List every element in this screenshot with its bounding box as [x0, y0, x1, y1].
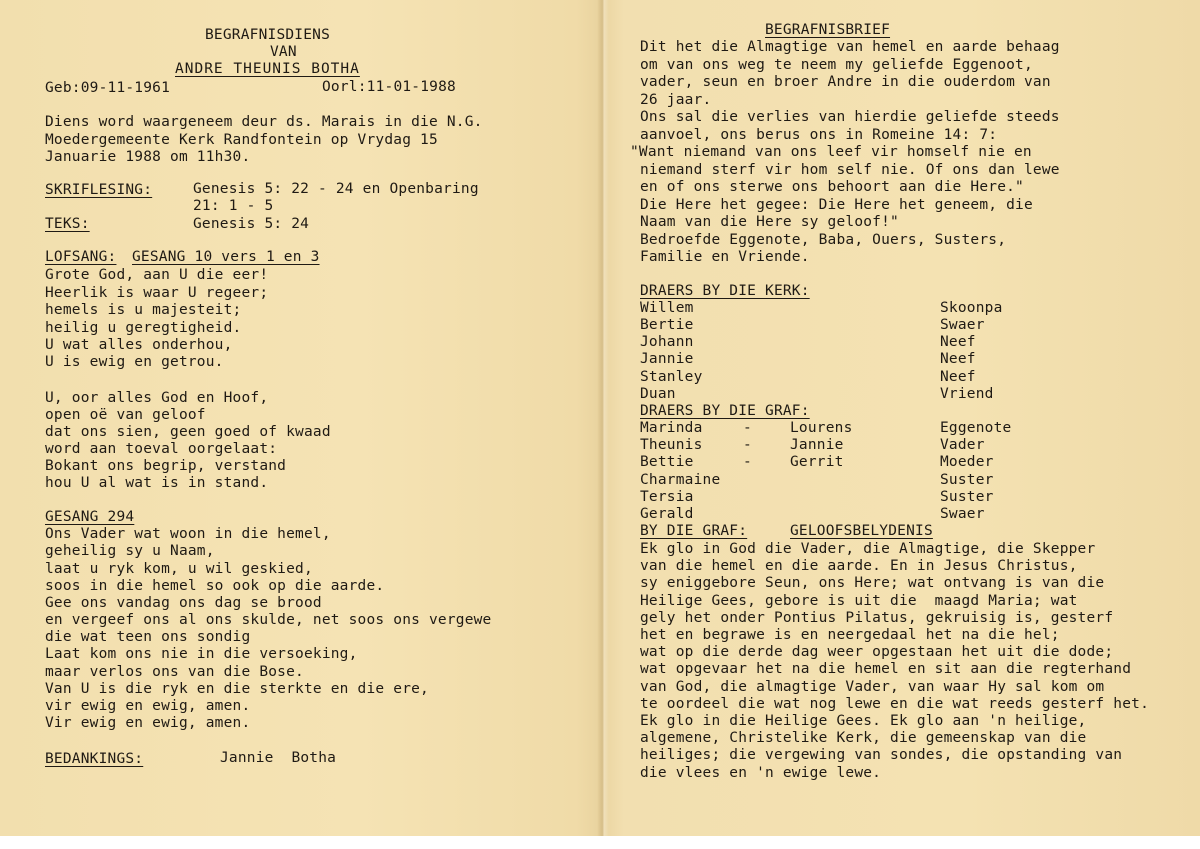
gesang-294-label: GESANG 294: [45, 509, 135, 525]
creed-line: heiliges; die vergewing van sondes, die opstanding van: [640, 747, 1123, 763]
verse-line: Bokant ons begrip, verstand: [45, 458, 287, 474]
prayer-line: laat u ryk kom, u wil geskied,: [45, 561, 313, 577]
prayer-line: geheilig sy u Naam,: [45, 543, 215, 559]
thanks-label: BEDANKINGS:: [45, 751, 144, 767]
prayer-line: Gee ons vandag ons dag se brood: [45, 595, 322, 611]
creed-line: van die hemel en die aarde. En in Jesus Christus,: [640, 558, 1078, 574]
letter-title: BEGRAFNISBRIEF: [765, 22, 891, 38]
bearer-name: Gerald: [640, 506, 694, 522]
church-bearers-label: DRAERS BY DIE KERK:: [640, 283, 810, 299]
service-title: BEGRAFNISDIENS: [205, 27, 331, 43]
letter-line: "Want niemand van ons leef vir homself nie en: [630, 144, 1032, 160]
prayer-line: Van U is die ryk en die sterkte en die ere,: [45, 681, 429, 697]
service-title-van: VAN: [270, 44, 297, 60]
verse-line: hemels is u majesteit;: [45, 302, 242, 318]
prayer-line: Laat kom ons nie in die versoeking,: [45, 646, 358, 662]
bearer-relation: Moeder: [940, 454, 994, 470]
scripture-value: Genesis 5: 22 - 24 en Openbaring: [193, 181, 479, 197]
prayer-line: en vergeef ons al ons skulde, net soos ons vergewe: [45, 612, 492, 628]
prayer-line: vir ewig en ewig, amen.: [45, 698, 251, 714]
letter-line: en of ons sterwe ons behoort aan die Here.": [640, 179, 1024, 195]
letter-line: Dit het die Almagtige van hemel en aarde behaag: [640, 39, 1060, 55]
bearer-dash: -: [743, 454, 752, 470]
page-fold: [597, 0, 609, 849]
creed-line: Heilige Gees, gebore is uit die maagd Maria; wat: [640, 593, 1078, 609]
prayer-line: maar verlos ons van die Bose.: [45, 664, 304, 680]
bearer-relation: Suster: [940, 472, 994, 488]
letter-line: vader, seun en broer Andre in die ouderdom van: [640, 74, 1051, 90]
letter-line: Die Here het gegee: Die Here het geneem, die: [640, 197, 1033, 213]
verse-line: Grote God, aan U die eer!: [45, 267, 269, 283]
bearer-relation: Swaer: [940, 317, 985, 333]
bearer-name: Theunis: [640, 437, 703, 453]
creed-title: GELOOFSBELYDENIS: [790, 523, 933, 539]
creed-line: gely het onder Pontius Pilatus, gekruisig is, gesterf: [640, 610, 1114, 626]
prayer-line: soos in die hemel so ook op die aarde.: [45, 578, 385, 594]
creed-line: algemene, Christelike Kerk, die gemeenskap van die: [640, 730, 1087, 746]
scripture-value-cont: 21: 1 - 5: [193, 198, 274, 214]
bearer-partner: Gerrit: [790, 454, 844, 470]
thanks-value: Jannie Botha: [220, 750, 337, 766]
bearer-name: Johann: [640, 334, 694, 350]
letter-line: 26 jaar.: [640, 92, 712, 108]
bearer-name: Jannie: [640, 351, 694, 367]
letter-line: Bedroefde Eggenote, Baba, Ouers, Susters,: [640, 232, 1007, 248]
at-grave-label: BY DIE GRAF:: [640, 523, 748, 539]
text-label: TEKS:: [45, 216, 90, 232]
verse-line: heilig u geregtigheid.: [45, 320, 242, 336]
verse-line: U is ewig en getrou.: [45, 354, 224, 370]
verse-line: U, oor alles God en Hoof,: [45, 390, 269, 406]
scripture-label: SKRIFLESING:: [45, 182, 153, 198]
verse-line: Heerlik is waar U regeer;: [45, 285, 269, 301]
bearer-partner: Jannie: [790, 437, 844, 453]
grave-bearers-label: DRAERS BY DIE GRAF:: [640, 403, 810, 419]
bearer-name: Willem: [640, 300, 694, 316]
creed-line: wat opgevaar het na die hemel en sit aan die regterhand: [640, 661, 1132, 677]
bearer-name: Stanley: [640, 369, 703, 385]
bearer-relation: Eggenote: [940, 420, 1012, 436]
bearer-partner: Lourens: [790, 420, 853, 436]
text-value: Genesis 5: 24: [193, 216, 310, 232]
prayer-line: die wat teen ons sondig: [45, 629, 251, 645]
bearer-relation: Neef: [940, 334, 976, 350]
letter-line: niemand sterf vir hom self nie. Of ons dan lewe: [640, 162, 1060, 178]
bearer-relation: Neef: [940, 351, 976, 367]
bearer-relation: Suster: [940, 489, 994, 505]
letter-line: Naam van die Here sy geloof!": [640, 214, 899, 230]
birth-date: Geb:09-11-1961: [45, 80, 171, 96]
bearer-relation: Swaer: [940, 506, 985, 522]
service-line: Moedergemeente Kerk Randfontein op Vrydag 15: [45, 132, 438, 148]
bearer-dash: -: [743, 420, 752, 436]
creed-line: die vlees en 'n ewige lewe.: [640, 765, 882, 781]
letter-line: aanvoel, ons berus ons in Romeine 14: 7:: [640, 127, 998, 143]
letter-line: om van ons weg te neem my geliefde Eggenoot,: [640, 57, 1033, 73]
bearer-name: Tersia: [640, 489, 694, 505]
bearer-relation: Vader: [940, 437, 985, 453]
creed-line: van God, die almagtige Vader, van waar Hy sal kom om: [640, 679, 1105, 695]
creed-line: te oordeel die wat nog lewe en die wat reeds gesterf het.: [640, 696, 1149, 712]
creed-line: het en begrawe is en neergedaal het na die hel;: [640, 627, 1060, 643]
service-line: Januarie 1988 om 11h30.: [45, 149, 251, 165]
hymn-title: GESANG 10 vers 1 en 3: [132, 249, 320, 265]
death-date: Oorl:11-01-1988: [322, 79, 456, 95]
bearer-name: Bettie: [640, 454, 694, 470]
bearer-relation: Neef: [940, 369, 976, 385]
creed-line: Ek glo in God die Vader, die Almagtige, die Skepper: [640, 541, 1096, 557]
verse-line: word aan toeval oorgelaat:: [45, 441, 278, 457]
bearer-relation: Skoonpa: [940, 300, 1003, 316]
prayer-line: Ons Vader wat woon in die hemel,: [45, 526, 331, 542]
scan-margin: [0, 836, 1200, 849]
verse-line: open oë van geloof: [45, 407, 206, 423]
letter-line: Familie en Vriende.: [640, 249, 810, 265]
prayer-line: Vir ewig en ewig, amen.: [45, 715, 251, 731]
service-line: Diens word waargeneem deur ds. Marais in die N.G.: [45, 114, 483, 130]
bearer-relation: Vriend: [940, 386, 994, 402]
creed-line: sy eniggebore Seun, ons Here; wat ontvang is van die: [640, 575, 1105, 591]
bearer-dash: -: [743, 437, 752, 453]
verse-line: U wat alles onderhou,: [45, 337, 233, 353]
creed-line: Ek glo in die Heilige Gees. Ek glo aan 'n heilige,: [640, 713, 1087, 729]
letter-line: Ons sal die verlies van hierdie geliefde steeds: [640, 109, 1060, 125]
creed-line: wat op die derde dag weer opgestaan het uit die dode;: [640, 644, 1114, 660]
hymn-label: LOFSANG:: [45, 249, 117, 265]
bearer-name: Marinda: [640, 420, 703, 436]
bearer-name: Duan: [640, 386, 676, 402]
verse-line: dat ons sien, geen goed of kwaad: [45, 424, 331, 440]
bearer-name: Bertie: [640, 317, 694, 333]
deceased-name: ANDRE THEUNIS BOTHA: [175, 61, 360, 77]
verse-line: hou U al wat is in stand.: [45, 475, 269, 491]
bearer-name: Charmaine: [640, 472, 721, 488]
